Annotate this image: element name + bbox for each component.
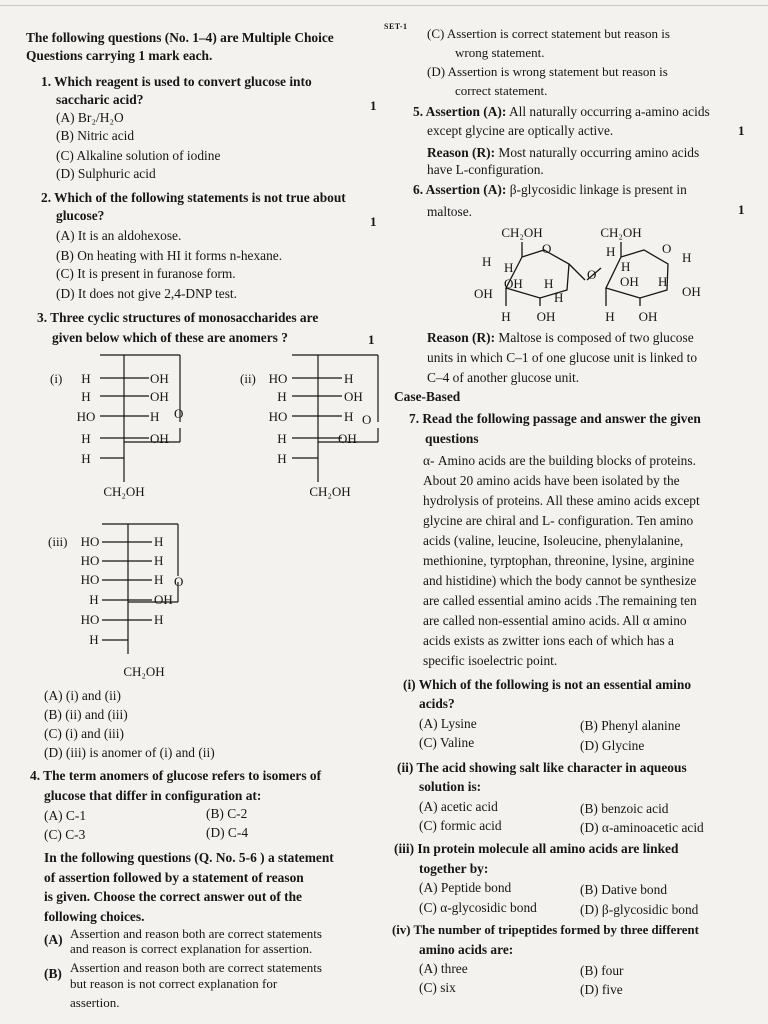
q1-marks: 1	[370, 98, 377, 113]
q6-reason-text-1: Maltose is composed of two glucose	[495, 330, 694, 345]
q2-marks: 1	[370, 214, 377, 229]
structure-iii-right-3: H	[154, 572, 164, 587]
q7-i-option-b: (B) Phenyl alanine	[580, 718, 681, 733]
q7-passage-line-2: About 20 amino acids have been isolated by the	[423, 473, 680, 488]
ar-option-b-line-3: assertion.	[70, 995, 120, 1010]
q4-stem-line-1: 4. The term anomers of glucose refers to isomers of	[30, 768, 322, 783]
assertion-reason-intro-line-3: is given. Choose the correct answer out of the	[44, 889, 302, 904]
maltose-ring2-oh-inner: OH	[620, 274, 639, 289]
maltose-ring1-h-left2: H	[504, 260, 514, 275]
q6-reason-label: Reason (R):	[427, 330, 496, 345]
structure-iii-fischer-projection	[44, 520, 244, 685]
maltose-ring2-o: O	[662, 241, 672, 256]
q7-stem-line-1: 7. Read the following passage and answer the given	[409, 411, 701, 426]
q5-assertion-line-1	[413, 104, 710, 120]
structure-i-fischer-projection	[44, 350, 244, 500]
q1-option-d: (D) Sulphuric acid	[56, 166, 156, 181]
q7-iii-stem-line-1: (iii) In protein molecule all amino acids are linked	[394, 841, 679, 856]
maltose-ring1-oh-left: OH	[474, 286, 493, 301]
structure-ii-right-2: OH	[344, 389, 363, 404]
q6-assertion-text-2: maltose.	[427, 204, 472, 219]
q7-ii-stem-line-1: (ii) The acid showing salt like character in aqueous	[397, 760, 687, 775]
q6-reason-text-2: units in which C–1 of one glucose unit is linked to	[427, 350, 698, 365]
q7-passage-line-5: acids (valine, leucine, Isoleucine, phenylalanine,	[423, 533, 684, 548]
q6-marks: 1	[738, 202, 745, 217]
q2-option-a: (A) It is an aldohexose.	[56, 228, 182, 243]
q5-reason-line-1	[427, 145, 699, 161]
ar-option-c-line-1: (C) Assertion is correct statement but reason is	[427, 26, 670, 41]
q7-stem-line-2: questions	[425, 431, 479, 446]
q7-passage-line-8: are called essential amino acids .The remaining ten	[423, 593, 697, 608]
q7-passage-line-6: methionine, tyrptophan, threonine, lysine, arginine	[423, 553, 695, 568]
q7-iv-option-d: (D) five	[580, 982, 623, 997]
structure-iii-right-1: H	[154, 534, 164, 549]
maltose-ring2-h-bottom: H	[605, 309, 615, 324]
structure-iii-ring-o: O	[174, 574, 184, 589]
case-based-heading: Case-Based	[394, 389, 461, 404]
assertion-reason-intro-line-4: following choices.	[44, 909, 145, 924]
ar-option-b-line-2: but reason is not correct explanation for	[70, 976, 278, 991]
maltose-ring2-h-lower: H	[658, 274, 668, 289]
q2-option-d: (D) It does not give 2,4-DNP test.	[56, 286, 237, 301]
structure-ii-right-4: OH	[338, 431, 357, 446]
maltose-ring2-h-top: H	[606, 244, 616, 259]
structure-i-left-4: H	[81, 431, 91, 446]
q7-i-option-c: (C) Valine	[419, 735, 475, 750]
q3-stem-line-1: 3. Three cyclic structures of monosaccharides are	[37, 310, 319, 325]
maltose-ring1-h-left: H	[482, 254, 492, 269]
maltose-ring1-oh-bottom: OH	[536, 309, 556, 324]
q3-marks: 1	[368, 332, 375, 347]
q7-i-stem-line-1: (i) Which of the following is not an essential amino	[403, 677, 692, 692]
q6-assertion-label: 6. Assertion (A):	[413, 182, 507, 197]
q7-iii-option-d: (D) β-glycosidic bond	[580, 902, 699, 917]
top-rule	[0, 5, 768, 6]
ar-option-c-line-2: wrong statement.	[455, 45, 545, 60]
ar-option-a-line-2: and reason is correct explanation for assertion.	[70, 941, 313, 956]
maltose-structure-diagram	[470, 224, 730, 324]
q7-ii-option-a: (A) acetic acid	[419, 799, 498, 814]
q2-option-b: (B) On heating with HI it forms n-hexane.	[56, 248, 283, 263]
structure-i-left-2: H	[81, 389, 91, 404]
structure-ii-right-3: H	[344, 409, 354, 424]
structure-ii-fischer-projection	[234, 350, 434, 500]
q1-option-a: (A) Br₂/H₂O	[56, 110, 124, 125]
assertion-reason-intro-line-1: In the following questions (Q. No. 5-6 ) a statement	[44, 850, 334, 865]
q7-passage-line-9: are called non-essential amino acids. All α amino	[423, 613, 687, 628]
structure-i-left-3: HO	[76, 409, 96, 424]
q3-option-c: (C) (i) and (iii)	[44, 726, 124, 741]
section-intro-line-2: Questions carrying 1 mark each.	[26, 48, 213, 63]
q7-ii-stem-line-2: solution is:	[419, 779, 482, 794]
q1-stem-line-1: 1. Which reagent is used to convert glucose into	[41, 74, 312, 89]
q5-reason-text-1: Most naturally occurring amino acids	[495, 145, 700, 160]
q2-stem-line-2: glucose?	[56, 208, 105, 223]
q4-option-d: (D) C-4	[206, 825, 249, 840]
q4-option-a: (A) C-1	[44, 808, 87, 823]
structure-ii-bottom: CH₂OH	[309, 484, 351, 499]
maltose-ring1-oh-inner: OH	[504, 276, 523, 291]
structure-iii-left-1: HO	[80, 534, 100, 549]
structure-ii-left-2: H	[277, 389, 287, 404]
structure-ii-left-3: HO	[268, 409, 288, 424]
maltose-ring1-h-bottom: H	[501, 309, 511, 324]
q7-ii-option-d: (D) α-aminoacetic acid	[580, 820, 704, 835]
q7-i-stem-line-2: acids?	[419, 696, 455, 711]
q6-reason-text-3: C–4 of another glucose unit.	[427, 370, 580, 385]
q7-iv-stem-line-2: amino acids are:	[419, 942, 514, 957]
structure-i-right-1: OH	[150, 371, 169, 386]
q7-iii-option-a: (A) Peptide bond	[419, 880, 512, 895]
structure-i-ring-o: O	[174, 406, 184, 421]
section-intro-line-1: The following questions (No. 1–4) are Multiple Choice	[26, 30, 334, 45]
q6-reason-line-1	[427, 330, 694, 346]
structure-ii-left-4: H	[277, 431, 287, 446]
maltose-ring1-h-c1: H	[554, 290, 564, 305]
q7-iii-option-b: (B) Dative bond	[580, 882, 668, 897]
structure-iii-left-3: HO	[80, 572, 100, 587]
q1-option-c: (C) Alkaline solution of iodine	[56, 148, 221, 163]
structure-iii-left-6: H	[89, 632, 99, 647]
structure-iii-left-2: HO	[80, 553, 100, 568]
maltose-ring1-o: O	[542, 241, 552, 256]
structure-ii-ring-o: O	[362, 412, 372, 427]
q5-assertion-label: 5. Assertion (A):	[413, 104, 507, 119]
q2-option-c: (C) It is present in furanose form.	[56, 266, 236, 281]
set-label: SET-1	[384, 22, 408, 31]
structure-i-right-4: OH	[150, 431, 169, 446]
maltose-ring1-h-inner: H	[544, 276, 554, 291]
ar-option-d-line-2: correct statement.	[455, 83, 548, 98]
ar-option-d-line-1: (D) Assertion is wrong statement but reason is	[427, 64, 668, 79]
maltose-ring1-ch2oh: CH₂OH	[501, 225, 543, 240]
q3-option-d: (D) (iii) is anomer of (i) and (ii)	[44, 745, 215, 760]
q2-stem-line-1: 2. Which of the following statements is not true about	[41, 190, 346, 205]
q7-passage-line-3: hydrolysis of proteins. All these amino acids except	[423, 493, 700, 508]
q7-iii-stem-line-2: together by:	[419, 861, 489, 876]
structure-iii-left-4: H	[89, 592, 99, 607]
q7-iii-option-c: (C) α-glycosidic bond	[419, 900, 537, 915]
maltose-ring2-oh-bottom: OH	[638, 309, 658, 324]
structure-ii-label: (ii)	[240, 371, 256, 386]
q1-stem-line-2: saccharic acid?	[56, 92, 144, 107]
q5-assertion-text-2: except glycine are optically active.	[427, 123, 614, 138]
q5-reason-text-2: have L-configuration.	[427, 162, 544, 177]
q7-passage-line-1: α- Amino acids are the building blocks of proteins.	[423, 453, 696, 468]
assertion-reason-intro-line-2: of assertion followed by a statement of reason	[44, 870, 304, 885]
maltose-ring2-oh-right: OH	[682, 284, 701, 299]
q7-ii-option-b: (B) benzoic acid	[580, 801, 669, 816]
q7-passage-line-11: specific isoelectric point.	[423, 653, 558, 668]
ar-option-a-line-1: Assertion and reason both are correct statements	[70, 926, 322, 941]
q5-reason-label: Reason (R):	[427, 145, 496, 160]
q7-ii-option-c: (C) formic acid	[419, 818, 502, 833]
structure-ii-left-5: H	[277, 451, 287, 466]
q3-option-b: (B) (ii) and (iii)	[44, 707, 128, 722]
ar-option-b-line-1: Assertion and reason both are correct statements	[70, 960, 322, 975]
structure-iii-right-5: H	[154, 612, 164, 627]
structure-i-label: (i)	[50, 371, 63, 386]
ar-option-a-letter: (A)	[44, 932, 63, 947]
structure-iii-right-2: H	[154, 553, 164, 568]
q7-iv-stem-line-1: (iv) The number of tripeptides formed by three different	[392, 923, 699, 937]
q7-iv-option-a: (A) three	[419, 961, 468, 976]
q3-option-a: (A) (i) and (ii)	[44, 688, 121, 703]
structure-iii-label: (iii)	[48, 534, 68, 549]
structure-i-left-5: H	[81, 451, 91, 466]
q7-iv-option-c: (C) six	[419, 980, 456, 995]
q4-option-c: (C) C-3	[44, 827, 86, 842]
q7-passage-line-7: and histidine) which the body cannot be synthesize	[423, 573, 697, 588]
q5-marks: 1	[738, 123, 745, 138]
structure-ii-right-1: H	[344, 371, 354, 386]
structure-i-bottom: CH₂OH	[103, 484, 145, 499]
structure-i-right-2: OH	[150, 389, 169, 404]
structure-iii-left-5: HO	[80, 612, 100, 627]
q6-assertion-line-1	[413, 182, 687, 198]
ar-option-b-letter: (B)	[44, 966, 62, 981]
structure-i-right-3: H	[150, 409, 160, 424]
q4-stem-line-2: glucose that differ in configuration at:	[44, 788, 262, 803]
structure-ii-left-1: HO	[268, 371, 288, 386]
maltose-ring2-h-inner: H	[621, 259, 631, 274]
q7-i-option-d: (D) Glycine	[580, 738, 645, 753]
structure-iii-bottom: CH₂OH	[123, 664, 165, 679]
q7-passage-line-10: acids exists as zwitter ions each of which has a	[423, 633, 674, 648]
structure-i-left-1: H	[81, 371, 91, 386]
q5-assertion-text-1: All naturally occurring a-amino acids	[506, 104, 710, 119]
q1-option-b: (B) Nitric acid	[56, 128, 135, 143]
q7-i-option-a: (A) Lysine	[419, 716, 477, 731]
q3-stem-line-2: given below which of these are anomers ?	[52, 330, 288, 345]
maltose-bridge-o: O	[587, 267, 597, 282]
maltose-ring2-h-right: H	[682, 250, 692, 265]
maltose-ring2-ch2oh: CH₂OH	[600, 225, 642, 240]
q4-option-b: (B) C-2	[206, 806, 248, 821]
q7-iv-option-b: (B) four	[580, 963, 624, 978]
structure-iii-right-4: OH	[154, 592, 173, 607]
q7-passage-line-4: glycine are chiral and L- configuration. Ten amino	[423, 513, 694, 528]
q6-assertion-text-1: β-glycosidic linkage is present in	[506, 182, 687, 197]
